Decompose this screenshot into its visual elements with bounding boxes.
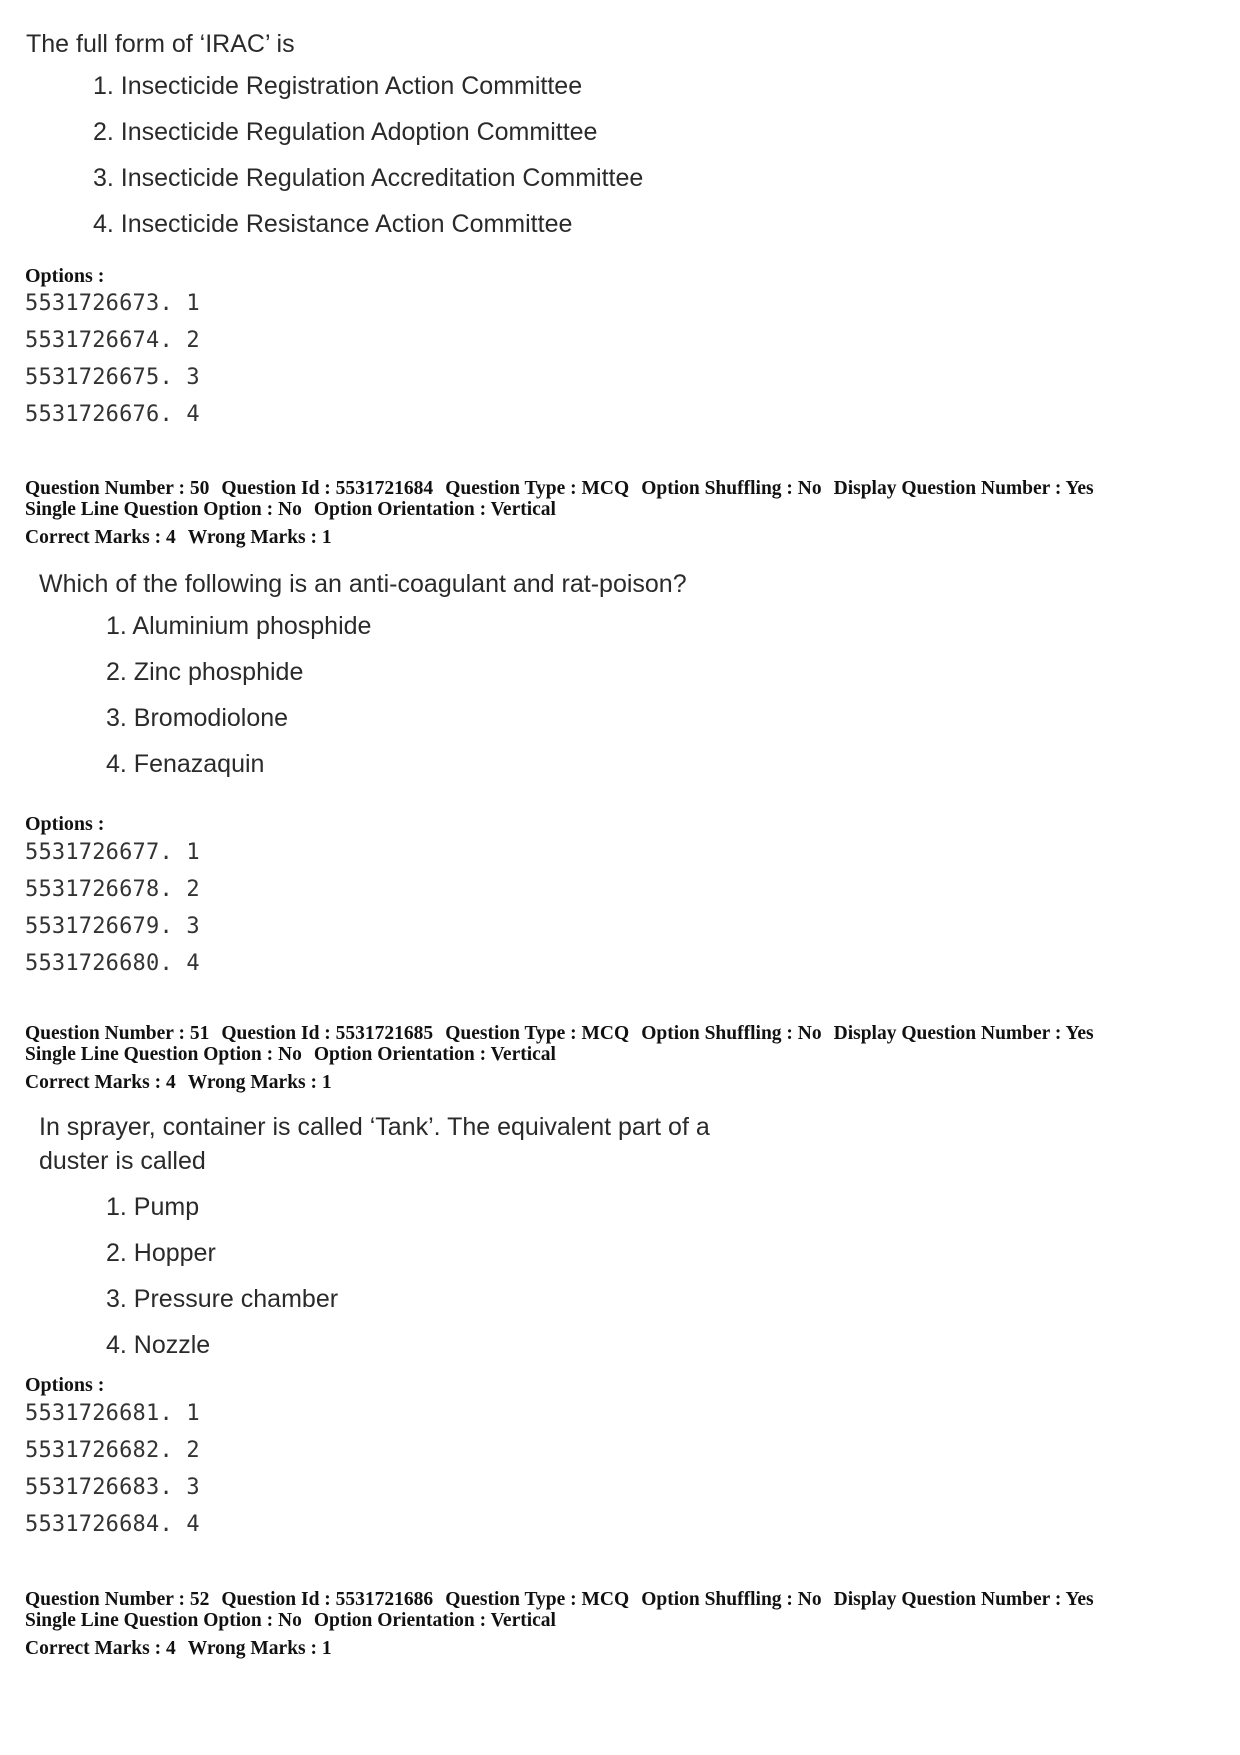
choice-item: 4. Nozzle xyxy=(106,1331,211,1359)
question-52-marks xyxy=(25,1638,332,1659)
question-number: Question Number : 51 xyxy=(25,1023,210,1044)
question-51-stem-line-1: In sprayer, container is called ‘Tank’. The equivalent part of a xyxy=(39,1113,710,1141)
question-number: Question Number : 52 xyxy=(25,1589,210,1610)
question-49-stem: The full form of ‘IRAC’ is xyxy=(26,30,295,58)
display-question-number: Display Question Number : Yes xyxy=(833,1589,1094,1610)
option-item: 5531726683. 3 xyxy=(25,1475,200,1500)
question-type: Question Type : MCQ xyxy=(445,478,630,499)
option-shuffling: Option Shuffling : No xyxy=(641,478,822,499)
question-50-meta-line-1 xyxy=(25,478,1094,499)
choice-item: 2. Hopper xyxy=(106,1239,216,1267)
question-51-meta-line-1 xyxy=(25,1023,1094,1044)
question-51-meta-line-2 xyxy=(25,1044,556,1065)
choice-item: 3. Pressure chamber xyxy=(106,1285,339,1313)
options-label: Options : xyxy=(25,1374,105,1396)
question-id: Question Id : 5531721685 xyxy=(221,1023,434,1044)
question-id: Question Id : 5531721684 xyxy=(221,478,434,499)
display-question-number: Display Question Number : Yes xyxy=(833,1023,1094,1044)
question-49-options xyxy=(25,285,200,433)
option-orientation: Option Orientation : Vertical xyxy=(313,499,556,520)
option-item: 5531726684. 4 xyxy=(25,1512,200,1537)
display-question-number: Display Question Number : Yes xyxy=(833,478,1094,499)
correct-marks: Correct Marks : 4 xyxy=(25,527,176,548)
single-line-option: Single Line Question Option : No xyxy=(25,1610,302,1631)
question-id: Question Id : 5531721686 xyxy=(221,1589,434,1610)
option-orientation: Option Orientation : Vertical xyxy=(313,1044,556,1065)
question-52-meta-line-2 xyxy=(25,1610,556,1631)
option-item: 5531726681. 1 xyxy=(25,1401,200,1426)
single-line-option: Single Line Question Option : No xyxy=(25,499,302,520)
wrong-marks: Wrong Marks : 1 xyxy=(187,527,332,548)
choice-item: 1. Pump xyxy=(106,1193,200,1221)
options-label: Options : xyxy=(25,813,105,835)
option-item: 5531726682. 2 xyxy=(25,1438,200,1463)
question-50-stem: Which of the following is an anti-coagulant and rat-poison? xyxy=(39,570,687,598)
question-50-content xyxy=(39,567,687,787)
question-type: Question Type : MCQ xyxy=(445,1589,630,1610)
question-51-choices xyxy=(39,1184,710,1368)
question-50-marks xyxy=(25,527,332,548)
option-item: 5531726676. 4 xyxy=(25,402,200,427)
choice-item: 3. Bromodiolone xyxy=(106,704,289,732)
options-label: Options : xyxy=(25,265,105,287)
question-49-content xyxy=(26,27,643,247)
question-51-content xyxy=(39,1110,710,1368)
choice-item: 2. Insecticide Regulation Adoption Committee xyxy=(93,118,598,146)
question-51-options xyxy=(25,1395,200,1543)
question-50-meta-line-2 xyxy=(25,499,556,520)
option-item: 5531726680. 4 xyxy=(25,951,200,976)
correct-marks: Correct Marks : 4 xyxy=(25,1072,176,1093)
option-item: 5531726674. 2 xyxy=(25,328,200,353)
single-line-option: Single Line Question Option : No xyxy=(25,1044,302,1065)
option-item: 5531726679. 3 xyxy=(25,914,200,939)
correct-marks: Correct Marks : 4 xyxy=(25,1638,176,1659)
question-type: Question Type : MCQ xyxy=(445,1023,630,1044)
question-number: Question Number : 50 xyxy=(25,478,210,499)
option-shuffling: Option Shuffling : No xyxy=(641,1589,822,1610)
wrong-marks: Wrong Marks : 1 xyxy=(187,1638,332,1659)
choice-item: 4. Fenazaquin xyxy=(106,750,265,778)
choice-item: 4. Insecticide Resistance Action Committee xyxy=(93,210,573,238)
question-49-choices xyxy=(26,63,643,247)
option-item: 5531726675. 3 xyxy=(25,365,200,390)
option-shuffling: Option Shuffling : No xyxy=(641,1023,822,1044)
question-50-choices xyxy=(39,603,687,787)
question-51-stem-line-2: duster is called xyxy=(39,1147,206,1175)
wrong-marks: Wrong Marks : 1 xyxy=(187,1072,332,1093)
choice-item: 2. Zinc phosphide xyxy=(106,658,304,686)
choice-item: 3. Insecticide Regulation Accreditation Committee xyxy=(93,164,644,192)
choice-item: 1. Aluminium phosphide xyxy=(106,612,372,640)
option-orientation: Option Orientation : Vertical xyxy=(313,1610,556,1631)
question-51-marks xyxy=(25,1072,332,1093)
option-item: 5531726677. 1 xyxy=(25,840,200,865)
option-item: 5531726678. 2 xyxy=(25,877,200,902)
option-item: 5531726673. 1 xyxy=(25,291,200,316)
question-50-options xyxy=(25,834,200,982)
choice-item: 1. Insecticide Registration Action Committee xyxy=(93,72,583,100)
question-52-meta-line-1 xyxy=(25,1589,1094,1610)
